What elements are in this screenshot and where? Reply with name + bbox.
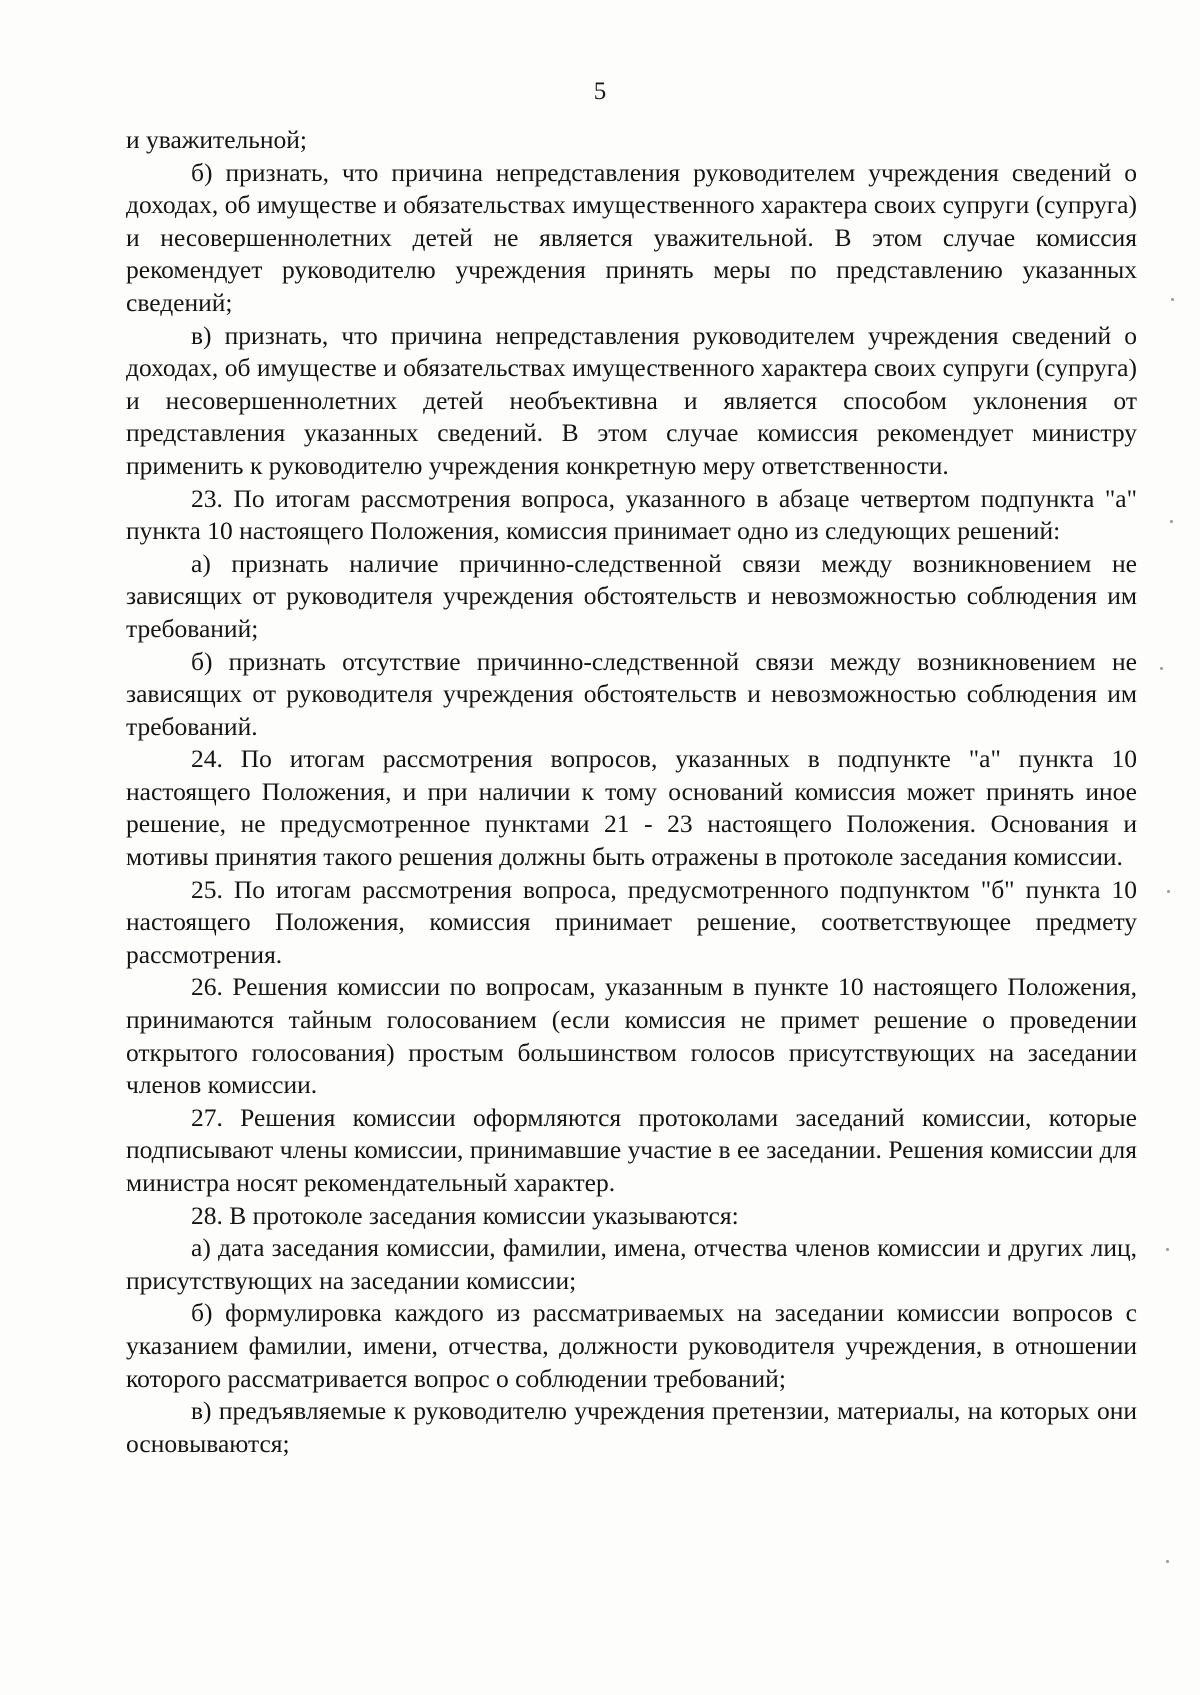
paragraph: б) признать отсутствие причинно-следственной связи между возникновением не зависящих от руководителя учреждения обстоятельств и невозможностью соблюдения им требований. bbox=[126, 646, 1137, 741]
paragraph: 23. По итогам рассмотрения вопроса, указанного в абзаце четвертом подпункта "а" пункта 10 настоящего Положения, комиссия принимает одно из следующих решений: bbox=[126, 483, 1137, 546]
paragraph: 26. Решения комиссии по вопросам, указанным в пункте 10 настоящего Положения, принимаются тайным голосованием (если комиссия не примет решение о проведении открытого голосования) простым большинством голосов присутствующих на заседании членов комиссии. bbox=[126, 972, 1137, 1100]
page-number: 5 bbox=[593, 78, 607, 105]
paragraph: 28. В протоколе заседания комиссии указываются: bbox=[191, 1200, 739, 1230]
paragraph: и уважительной; bbox=[126, 125, 308, 154]
paragraph: 24. По итогам рассмотрения вопросов, указанных в подпункте "а" пункта 10 настоящего Положения, и при наличии к тому оснований комиссия может принять иное решение, не предусмотренное пунктами 21 - 23 настоящего Положения. Основания и мотивы принятия такого решения должны быть отражены в протоколе заседания комиссии. bbox=[126, 744, 1137, 872]
paragraph: 27. Решения комиссии оформляются протоколами заседаний комиссии, которые подписывают члены комиссии, принимавшие участие в ее заседании. Решения комиссии для министра носят рекомендательный характер. bbox=[126, 1102, 1137, 1197]
paragraph: в) признать, что причина непредставления руководителем учреждения сведений о доходах, об имуществе и обязательствах имущественного характера своих супруги (супруга) и несовершеннолетних детей необъективна и является способом уклонения от представления указанных сведений. В этом случае комиссия рекомендует министру применить к руководителю учреждения конкретную меру ответственности. bbox=[126, 320, 1137, 480]
paragraph: а) признать наличие причинно-следственной связи между возникновением не зависящих от руководителя учреждения обстоятельств и невозможностью соблюдения им требований; bbox=[126, 548, 1137, 643]
paragraph: в) предъявляемые к руководителю учреждения претензии, материалы, на которых они основываются; bbox=[126, 1396, 1137, 1458]
document-body bbox=[126, 124, 1137, 1460]
paragraph: б) формулировка каждого из рассматриваемых на заседании комиссии вопросов с указанием фамилии, имени, отчества, должности руководителя учреждения, в отношении которого рассматривается вопрос о соблюдении требований; bbox=[126, 1298, 1137, 1393]
paragraph: а) дата заседания комиссии, фамилии, имена, отчества членов комиссии и других лиц, присутствующих на заседании комиссии; bbox=[126, 1233, 1137, 1295]
paragraph: б) признать, что причина непредставления руководителем учреждения сведений о доходах, об имуществе и обязательствах имущественного характера своих супруги (супруга) и несовершеннолетних детей не является уважительной. В этом случае комиссия рекомендует руководителю учреждения принять меры по представлению указанных сведений; bbox=[126, 157, 1137, 317]
paragraph: 25. По итогам рассмотрения вопроса, предусмотренного подпунктом "б" пункта 10 настоящего Положения, комиссия принимает решение, соответствующее предмету рассмотрения. bbox=[126, 874, 1137, 969]
